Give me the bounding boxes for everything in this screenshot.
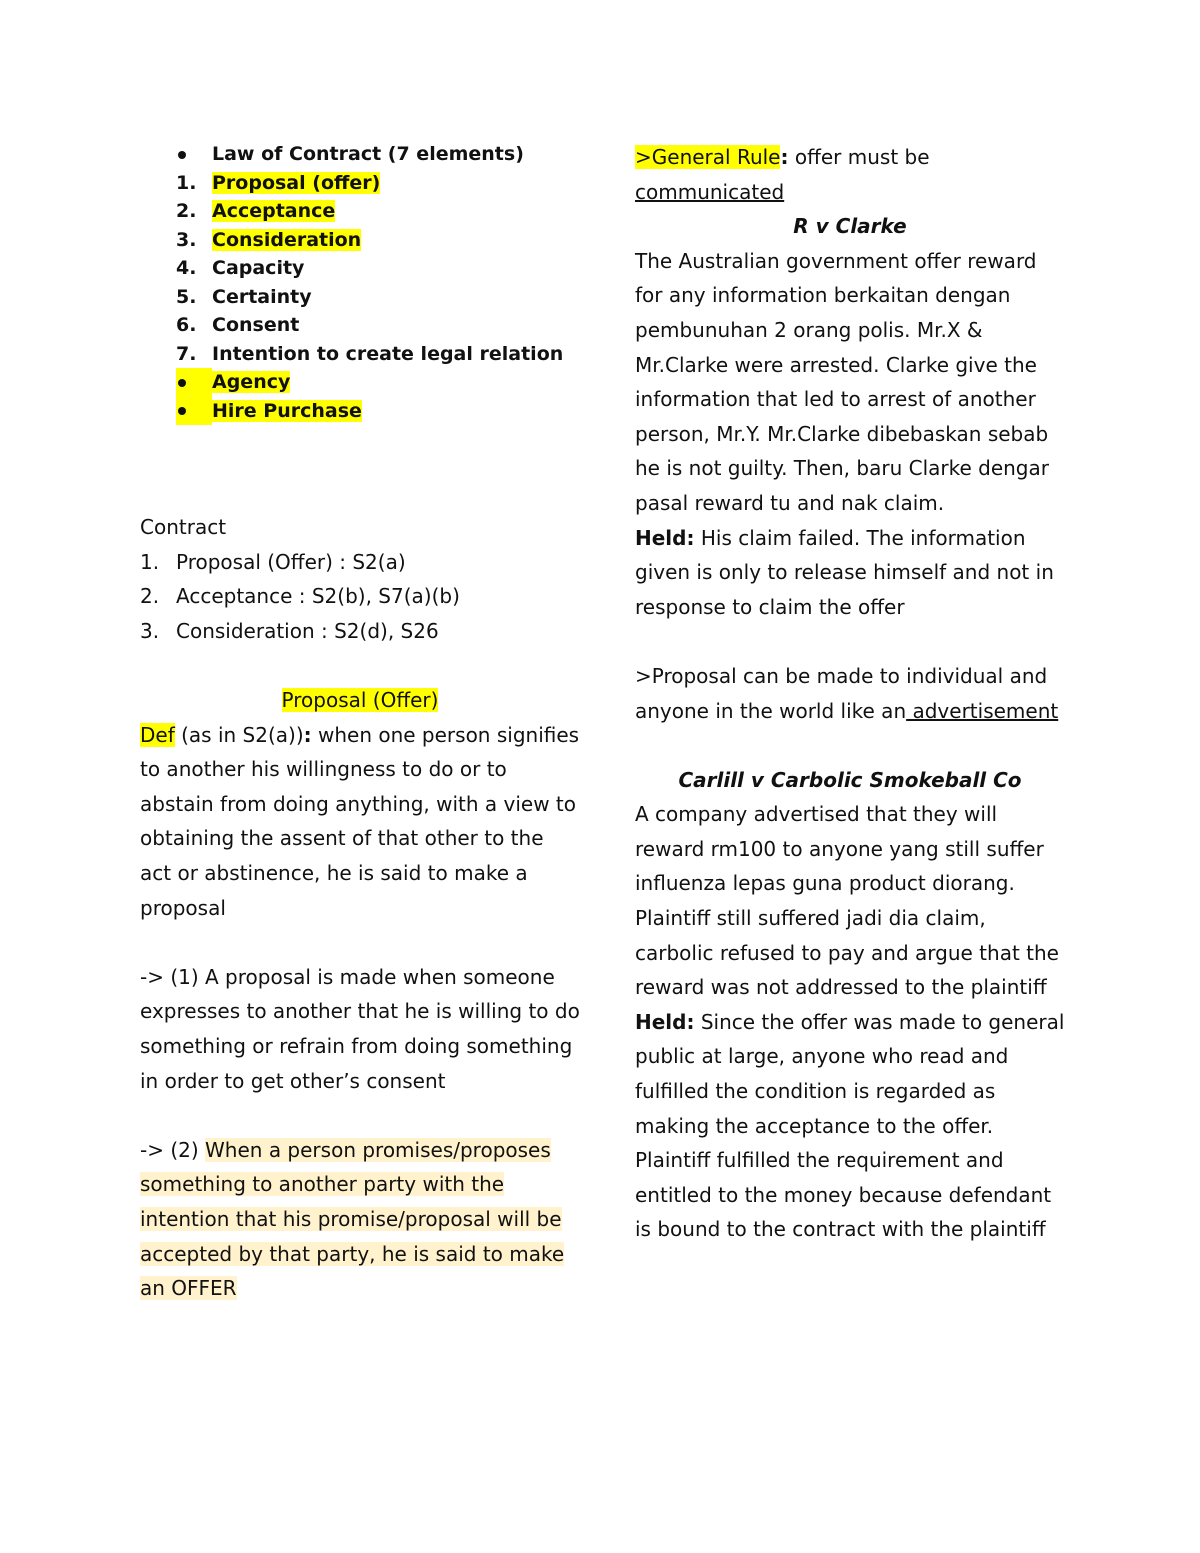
definition-paragraph <box>140 718 580 926</box>
point-2-text: When a person promises/proposes something to another party with the intention that his promise/proposal will be accepted by that party, he is said to make an OFFER <box>140 1137 565 1301</box>
list-item <box>176 311 563 340</box>
list-item <box>104 545 580 580</box>
point-2-paragraph <box>140 1133 580 1306</box>
right-column <box>635 140 1065 1247</box>
list-number: 4. <box>176 257 197 279</box>
general-rule-underlined: communicated <box>635 179 785 204</box>
contract-section <box>140 510 580 648</box>
list-number: 1. <box>176 171 197 194</box>
proposal-scope-text: >Proposal can be made to individual and anyone in the world like an <box>635 663 1048 723</box>
list-item <box>176 283 563 312</box>
general-rule-colon: : <box>780 145 789 169</box>
list-item-text: Agency <box>212 371 291 393</box>
def-colon: : <box>303 722 312 747</box>
proposal-heading-text: Proposal (Offer) <box>281 688 439 712</box>
list-item <box>176 169 563 198</box>
case-body: The Australian government offer reward for any information berkaitan dengan pembunuhan 2 orang polis. Mr.X & Mr.Clarke were arrested. Clarke give the information that led to arrest of another person, Mr.Y. Mr.Clarke dibebaskan sebab he is not guilty. Then, baru Clarke dengar pasal reward tu and nak claim. <box>635 248 1049 515</box>
elements-list <box>176 140 563 425</box>
bullet-icon <box>176 140 212 169</box>
list-number: 3. <box>176 228 197 251</box>
proposal-section <box>140 683 580 1306</box>
bullet-icon <box>176 397 212 426</box>
list-item-text: Intention to create legal relation <box>212 342 564 365</box>
held-label: Held: <box>635 525 695 550</box>
list-item <box>104 579 580 614</box>
case-title: Carlill v Carbolic Smokeball Co <box>678 767 1022 792</box>
point-2-prefix: -> (2) <box>140 1137 206 1162</box>
proposal-scope-paragraph <box>635 659 1065 728</box>
list-number: 2. <box>140 584 160 609</box>
proposal-scope-underlined: advertisement <box>906 698 1059 723</box>
list-number: 5. <box>176 285 197 308</box>
list-item <box>176 254 563 283</box>
def-text: when one person signifies to another his willingness to do or to abstain from doing anything, with a view to obtaining the assent of that other to the act or abstinence, he is said to make a proposal <box>140 722 580 920</box>
general-rule-paragraph <box>635 140 1065 209</box>
list-number: 7. <box>176 342 197 365</box>
contract-list <box>104 545 580 649</box>
list-number: 3. <box>140 618 160 643</box>
list-item-text: Consent <box>212 314 300 336</box>
list-item <box>176 397 563 426</box>
list-item-text: Capacity <box>212 257 305 279</box>
case-title: R v Clarke <box>793 214 907 239</box>
list-number: 1. <box>140 549 160 574</box>
list-item-text: Consideration <box>212 228 362 251</box>
general-rule-label: General Rule <box>651 145 781 169</box>
def-label: Def <box>140 722 175 747</box>
list-item-text: Proposal (Offer) : S2(a) <box>176 549 406 574</box>
general-rule-prefix: > <box>635 145 652 169</box>
held-label: Held: <box>635 1009 695 1034</box>
list-item <box>176 140 563 169</box>
held-paragraph <box>635 521 1065 625</box>
held-paragraph <box>635 1005 1065 1247</box>
list-item <box>176 340 563 369</box>
list-item <box>176 197 563 226</box>
list-number: 2. <box>176 200 197 222</box>
list-item <box>104 614 580 649</box>
list-item-text: Acceptance : S2(b), S7(a)(b) <box>176 584 460 609</box>
point-1-paragraph: -> (1) A proposal is made when someone expresses to another that he is willing to do something or refrain from doing something in order to get other’s consent <box>140 964 580 1093</box>
contract-heading: Contract <box>140 515 227 539</box>
list-item <box>176 368 563 397</box>
list-item-text: Acceptance <box>212 200 336 222</box>
proposal-heading <box>140 683 580 718</box>
list-item-text: Consideration : S2(d), S26 <box>176 618 439 643</box>
case-body: A company advertised that they will reward rm100 to anyone yang still suffer influenza lepas guna product diorang. Plaintiff still suffered jadi dia claim, carbolic refused to pay and argue that the reward was not addressed to the plaintiff <box>635 802 1059 1000</box>
list-number: 6. <box>176 314 197 336</box>
list-item-text: Hire Purchase <box>212 399 362 422</box>
list-item <box>176 226 563 255</box>
list-item-text: Proposal (offer) <box>212 171 381 194</box>
held-text: His claim failed. The information given is only to release himself and not in response to claim the offer <box>635 525 1054 619</box>
list-item-text: Certainty <box>212 285 312 308</box>
def-ref: (as in S2(a)) <box>174 722 304 747</box>
bullet-icon <box>176 368 212 397</box>
general-rule-text: offer must be <box>788 145 930 169</box>
list-item-text: Law of Contract (7 elements) <box>212 143 524 165</box>
held-text: Since the offer was made to general public at large, anyone who read and fulfilled the condition is regarded as making the acceptance to the offer. Plaintiff fulfilled the requirement and entitled to the money because defendant is bound to the contract with the plaintiff <box>635 1009 1065 1242</box>
